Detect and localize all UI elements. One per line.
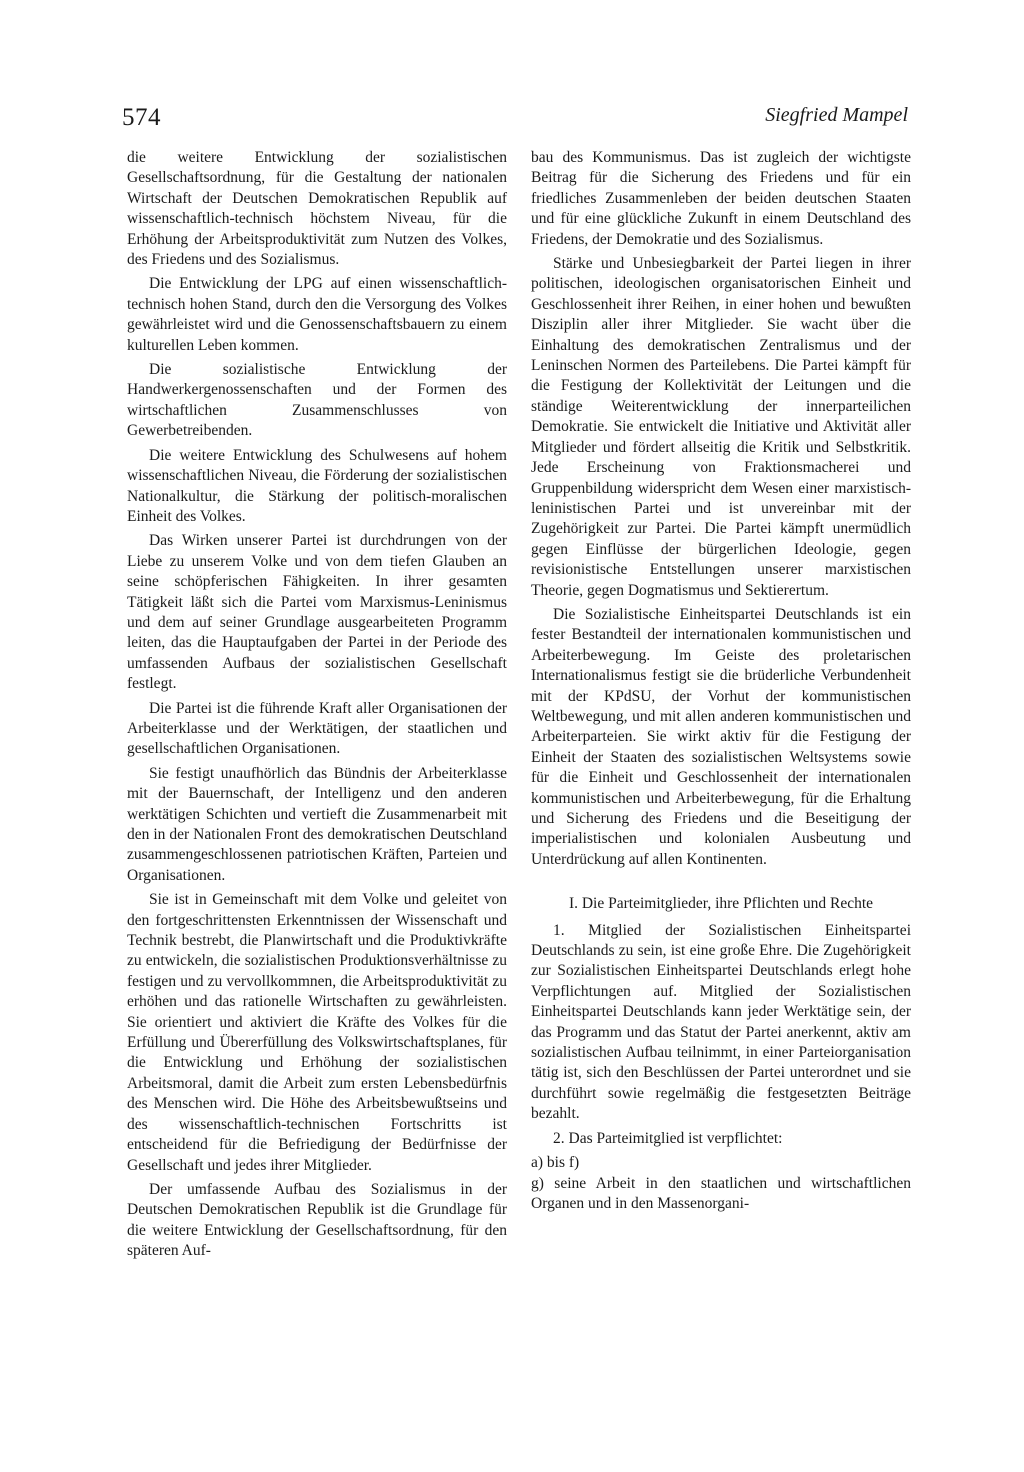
page-number: 574: [122, 104, 161, 131]
list-item: a) bis f): [531, 1154, 580, 1172]
left-column: [127, 148, 507, 1266]
paragraph: Der umfassende Aufbau des Sozialismus in der Deutschen Demokratischen Republik ist die Grundlage für die weitere Entwicklung der Gesellschaftsordnung, für den späteren Auf-: [127, 1180, 507, 1260]
paragraph: Die sozialistische Entwicklung der Handwerkergenossenschaften und der Formen des wirtschaftlichen Zusammenschlusses von Gewerbetreibenden.: [127, 361, 507, 440]
paragraph: Stärke und Unbesiegbarkeit der Partei liegen in ihrer politischen, ideologischen organisatorischen Einheit und Geschlossenheit ihrer Reihen, in einer hohen und bewußten Disziplin aller ihrer Mitglieder. Sie wacht über die Einhaltung des demokratischen Zentralismus und der Leninschen Normen des Parteilebens. Die Partei kämpft für die Festigung der Kollektivität der Leitungen und die ständige Weiterentwicklung der innerparteilichen Demokratie. Sie entwickelt die Initiative und Aktivität aller Mitglieder und fördert allseitig die Kritik und Selbstkritik. Jede Erscheinung von Fraktionsmacherei und Gruppenbildung widerspricht dem Wesen einer marxistisch-leninistischen Partei und ist unvereinbar mit der Zugehörigkeit zur Partei. Die Partei kämpft unermüdlich gegen Einflüsse der bürgerlichen Ideologie, gegen revisionistische Entstellungen unserer marxistischen Theorie, gegen Dogmatismus und Sektierertum.: [531, 255, 911, 599]
right-column: [531, 148, 911, 1214]
paragraph: 1. Mitglied der Sozialistischen Einheitspartei Deutschlands zu sein, ist eine große Ehre. Die Zugehörigkeit zur Sozialistischen Einheitspartei Deutschlands erlegt hohe Verpflichtungen auf. Mitglied der Sozialistischen Einheitspartei Deutschlands kann jeder Werktätige sein, der das Programm und das Statut der Partei anerkennt, aktiv am sozialistischen Aufbau teilnimmt, in einer Parteiorganisation tätig ist, sich den Beschlüssen der Partei unterordnet und sie durchführt sowie regelmäßig die festgesetzten Beiträge bezahlt.: [531, 921, 911, 1123]
running-head: Siegfried Mampel: [765, 104, 908, 126]
paragraph: Sie ist in Gemeinschaft mit dem Volke und geleitet von den fortgeschrittensten Erkenntnissen der Wissenschaft und Technik bestrebt, die Planwirtschaft und die Produktivkräfte zu entwickeln, die sozialistischen Produktionsverhältnisse zu festigen und zu vervollkommnen, die Arbeitsproduktivität zu erhöhen und das rationelle Wirtschaften zu gewährleisten. Sie orientiert und aktiviert die Kräfte des Volkes für die Erfüllung und Übererfüllung des Volkswirtschaftsplanes, für die Entwicklung und Erhöhung der sozialistischen Arbeitsmoral, damit die Arbeit zum ersten Lebensbedürfnis des Menschen wird. Die Höhe des Arbeitsbewußtseins und des wissenschaftlich-technischen Fortschritts ist entscheidend für die Befriedigung der Bedürfnisse der Gesellschaft und jedes ihrer Mitglieder.: [127, 891, 507, 1174]
page-header: [122, 100, 908, 140]
paragraph: Das Wirken unserer Partei ist durchdrungen von der Liebe zu unserem Volke und von dem tiefen Glauben an seine schöpferischen Fähigkeiten. In ihrer gesamten Tätigkeit läßt sich die Partei vom Marxismus-Leninismus und dem auf seiner Grundlage ausgearbeiteten Programm leiten, das die Hauptaufgaben der Partei in der Periode des umfassenden Aufbaus der sozialistischen Gesellschaft festlegt.: [127, 532, 507, 693]
paragraph: Sie festigt unaufhörlich das Bündnis der Arbeiterklasse mit der Bauernschaft, der Intelligenz und den anderen werktätigen Schichten und vertieft die Zusammenarbeit mit den in der Nationalen Front des demokratischen Deutschland zusammengeschlossenen patriotischen Kräften, Parteien und Organisationen.: [127, 764, 507, 884]
paragraph: Die Partei ist die führende Kraft aller Organisationen der Arbeiterklasse und der Werktätigen, der staatlichen und gesellschaftlichen Organisationen.: [127, 699, 507, 758]
paragraph: Die Sozialistische Einheitspartei Deutschlands ist ein fester Bestandteil der internationalen kommunistischen und Arbeiterbewegung. Im Geiste des proletarischen Internationalismus festigt sie die brüderliche Verbundenheit mit der KPdSU, der Vorhut der kommunistischen Weltbewegung, und mit allen anderen kommunistischen und Arbeiterparteien. Sie wirkt aktiv für die Festigung der Einheit der Staaten des sozialistischen Weltsystems sowie für die Einheit und Geschlossenheit der internationalen kommunistischen und Arbeiterbewegung, für die Erhaltung und Sicherung des Friedens und die Beseitigung der imperialistischen und kolonialen Ausbeutung und Unterdrückung auf allen Kontinenten.: [531, 605, 911, 868]
paragraph: Die weitere Entwicklung des Schulwesens auf hohem wissenschaftlichen Niveau, die Förderung der sozialistischen Nationalkultur, die Stärkung der politisch-moralischen Einheit des Volkes.: [127, 446, 507, 525]
paragraph: 2. Das Parteimitglied ist verpflichtet:: [553, 1129, 783, 1147]
paragraph: die weitere Entwicklung der sozialistischen Gesellschaftsordnung, für die Gestaltung der nationalen Wirtschaft der Deutschen Demokratischen Republik auf wissenschaftlich-technisch höchstem Niveau, für die Erhöhung der Arbeitsproduktivität zum Nutzen des Volkes, des Friedens und des Sozialismus.: [127, 149, 507, 269]
section-heading: I. Die Parteimitglieder, ihre Pflichten und Rechte: [568, 895, 874, 913]
list-item: g) seine Arbeit in den staatlichen und wirtschaftlichen Organen und in den Massenorgani-: [531, 1174, 911, 1212]
paragraph: bau des Kommunismus. Das ist zugleich der wichtigste Beitrag für die Sicherung des Friedens und für ein friedliches Zusammenleben der beiden deutschen Staaten und für eine glückliche Zukunft in einem Deutschland des Friedens, der Demokratie und des Sozialismus.: [531, 149, 911, 248]
paragraph: Die Entwicklung der LPG auf einen wissenschaftlich-technisch hohen Stand, durch den die Versorgung des Volkes gewährleistet wird und die Genossenschaftsbauern zu einem kulturellen Leben kommen.: [127, 275, 507, 354]
